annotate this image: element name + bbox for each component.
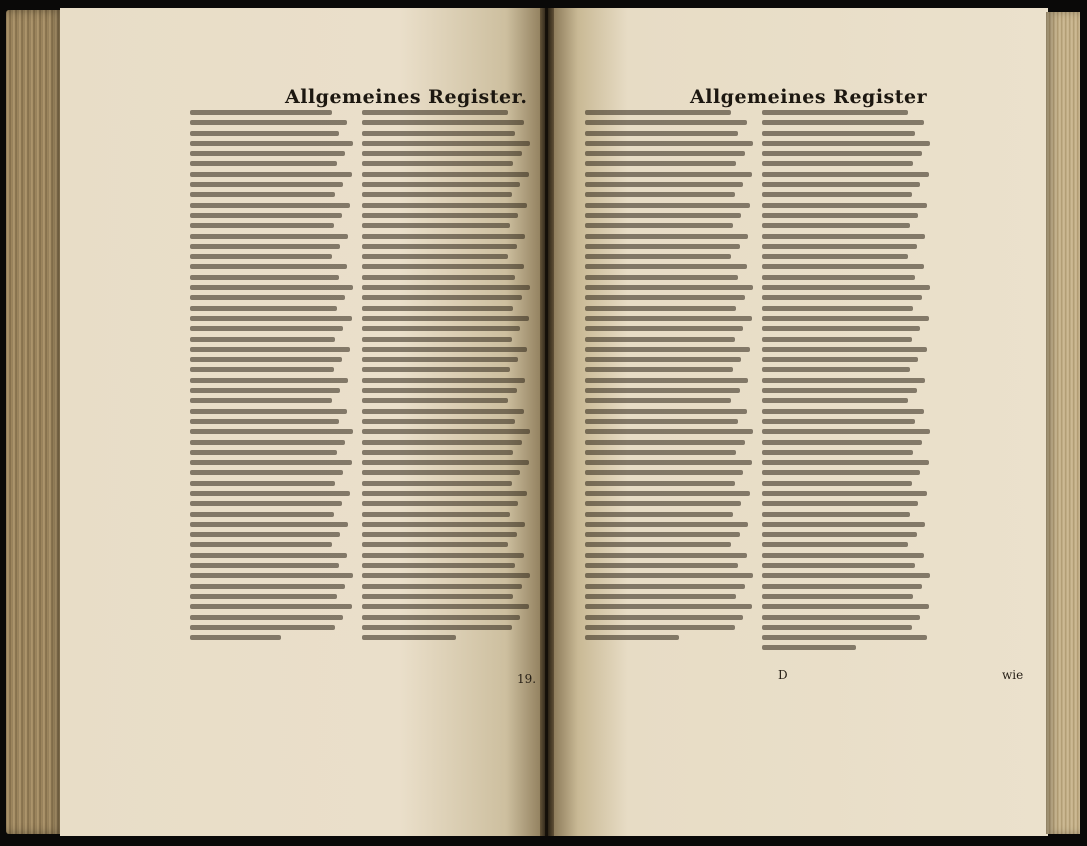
text-line — [190, 429, 353, 434]
text-line — [762, 470, 920, 475]
text-line — [362, 584, 522, 589]
text-line — [190, 594, 337, 599]
text-line — [585, 367, 733, 372]
text-line — [762, 182, 920, 187]
text-line — [190, 295, 345, 300]
text-line — [762, 419, 915, 424]
text-line — [585, 254, 731, 259]
text-line — [762, 347, 927, 352]
text-line — [762, 275, 915, 280]
text-line — [362, 367, 510, 372]
text-line — [190, 542, 332, 547]
text-line — [762, 161, 913, 166]
text-line — [585, 213, 741, 218]
text-line — [190, 347, 350, 352]
text-line — [585, 398, 731, 403]
text-line — [190, 110, 332, 115]
catchword-end: wie — [1002, 668, 1024, 682]
text-line — [762, 326, 920, 331]
text-line — [190, 532, 340, 537]
text-line — [585, 450, 736, 455]
text-line — [762, 151, 922, 156]
text-line — [585, 522, 748, 527]
text-line — [585, 110, 731, 115]
text-line — [585, 275, 738, 280]
text-line — [585, 501, 741, 506]
text-line — [190, 398, 332, 403]
text-line — [762, 553, 924, 558]
text-line — [190, 326, 343, 331]
text-line — [762, 501, 918, 506]
text-line — [362, 594, 513, 599]
text-line — [762, 604, 929, 609]
text-line — [762, 429, 930, 434]
book-gutter — [540, 8, 554, 836]
text-line — [762, 110, 908, 115]
text-line — [362, 563, 515, 568]
text-line — [585, 192, 735, 197]
text-line — [762, 625, 912, 630]
text-line — [585, 563, 738, 568]
text-line — [190, 491, 350, 496]
text-line — [190, 141, 353, 146]
text-line — [585, 203, 750, 208]
text-line — [585, 512, 733, 517]
text-line — [762, 512, 910, 517]
text-line — [762, 357, 918, 362]
text-line — [190, 470, 343, 475]
text-line — [190, 213, 342, 218]
text-line — [362, 429, 530, 434]
text-line — [585, 223, 733, 228]
text-line — [762, 337, 912, 342]
text-line — [362, 120, 524, 125]
text-line — [190, 357, 342, 362]
text-line — [585, 326, 743, 331]
text-line — [190, 388, 340, 393]
text-line — [362, 604, 529, 609]
text-line — [585, 615, 743, 620]
text-line — [362, 398, 508, 403]
text-line — [190, 419, 339, 424]
text-line — [190, 615, 343, 620]
text-line — [362, 573, 530, 578]
text-line — [362, 151, 522, 156]
text-line — [762, 367, 910, 372]
text-line — [585, 347, 750, 352]
text-line — [585, 285, 753, 290]
text-line — [585, 532, 740, 537]
text-line — [362, 223, 510, 228]
text-line — [190, 182, 343, 187]
text-line — [762, 244, 917, 249]
text-line — [362, 234, 525, 239]
text-line — [190, 378, 348, 383]
text-line — [762, 584, 922, 589]
text-line — [762, 440, 922, 445]
left-page-column-2 — [362, 110, 532, 640]
text-line — [190, 203, 350, 208]
text-line — [362, 522, 525, 527]
text-line — [362, 501, 518, 506]
text-line — [190, 316, 352, 321]
text-line — [362, 182, 520, 187]
text-line — [585, 264, 747, 269]
text-line — [762, 254, 908, 259]
text-line — [585, 182, 743, 187]
text-line — [362, 378, 525, 383]
text-line — [362, 295, 522, 300]
text-line — [190, 367, 334, 372]
text-line — [190, 625, 335, 630]
text-line — [362, 110, 508, 115]
text-line — [362, 388, 517, 393]
text-line — [585, 440, 745, 445]
text-line — [362, 244, 517, 249]
text-line — [585, 542, 731, 547]
text-line — [762, 141, 930, 146]
text-line — [362, 512, 510, 517]
text-line — [362, 192, 512, 197]
text-line — [585, 141, 753, 146]
text-line — [585, 337, 735, 342]
right-page-column-2 — [762, 110, 932, 650]
text-line — [362, 409, 524, 414]
text-line — [585, 460, 752, 465]
text-line — [190, 120, 347, 125]
text-line — [762, 192, 912, 197]
text-line — [362, 470, 520, 475]
text-line — [762, 532, 917, 537]
text-line — [362, 337, 512, 342]
text-line — [762, 234, 925, 239]
text-line — [362, 450, 513, 455]
text-line — [585, 244, 740, 249]
text-line — [190, 512, 334, 517]
text-line — [190, 522, 348, 527]
text-line — [585, 409, 747, 414]
text-line — [762, 316, 929, 321]
text-line — [190, 254, 332, 259]
text-line — [362, 625, 512, 630]
left-page-heading: Allgemeines Register. — [285, 86, 528, 108]
text-line — [585, 553, 747, 558]
text-line — [762, 615, 920, 620]
text-line — [585, 161, 736, 166]
left-page-column-1 — [190, 110, 355, 640]
text-line — [762, 491, 927, 496]
text-line — [585, 316, 752, 321]
text-line — [762, 594, 913, 599]
text-line — [190, 244, 340, 249]
text-line — [190, 409, 347, 414]
text-line — [190, 450, 337, 455]
text-line — [190, 563, 339, 568]
text-line — [190, 337, 335, 342]
text-line — [362, 347, 527, 352]
text-line — [362, 131, 515, 136]
right-page-column-1 — [585, 110, 755, 640]
text-line — [190, 161, 337, 166]
text-line — [762, 295, 922, 300]
text-line — [762, 635, 927, 640]
text-line — [762, 481, 912, 486]
text-line — [585, 120, 747, 125]
text-line — [190, 131, 339, 136]
text-line — [190, 264, 347, 269]
text-line — [362, 542, 508, 547]
text-line — [362, 635, 456, 640]
text-line — [362, 460, 529, 465]
text-line — [362, 481, 512, 486]
text-line — [362, 275, 515, 280]
text-line — [762, 131, 915, 136]
catchword: D — [778, 668, 788, 682]
text-line — [585, 491, 750, 496]
text-line — [585, 604, 752, 609]
text-line — [190, 285, 353, 290]
text-line — [585, 172, 752, 177]
page-number: 19. — [517, 672, 537, 686]
text-line — [190, 151, 345, 156]
text-line — [585, 295, 745, 300]
text-line — [762, 223, 910, 228]
text-line — [762, 388, 917, 393]
text-line — [190, 481, 335, 486]
text-line — [585, 234, 748, 239]
text-line — [585, 470, 743, 475]
text-line — [190, 275, 339, 280]
text-line — [190, 460, 352, 465]
text-line — [362, 264, 524, 269]
text-line — [762, 450, 913, 455]
text-line — [362, 306, 513, 311]
text-line — [762, 409, 924, 414]
text-line — [362, 491, 527, 496]
text-line — [190, 573, 353, 578]
text-line — [585, 584, 745, 589]
text-line — [762, 203, 927, 208]
text-line — [585, 378, 748, 383]
text-line — [762, 460, 929, 465]
text-line — [585, 625, 735, 630]
text-line — [762, 563, 915, 568]
text-line — [762, 542, 908, 547]
text-line — [762, 522, 925, 527]
text-line — [362, 213, 518, 218]
text-line — [762, 378, 925, 383]
text-line — [190, 584, 345, 589]
text-line — [190, 501, 342, 506]
text-line — [362, 615, 520, 620]
text-line — [362, 357, 518, 362]
text-line — [585, 306, 736, 311]
text-line — [362, 254, 508, 259]
text-line — [362, 326, 520, 331]
text-line — [190, 604, 352, 609]
text-line — [762, 285, 930, 290]
right-page-heading: Allgemeines Register — [690, 86, 928, 108]
text-line — [762, 213, 918, 218]
text-line — [585, 357, 741, 362]
text-line — [362, 161, 513, 166]
text-line — [585, 429, 753, 434]
text-line — [362, 203, 527, 208]
text-line — [585, 419, 738, 424]
text-line — [585, 388, 740, 393]
text-line — [585, 573, 753, 578]
text-line — [190, 635, 281, 640]
text-line — [762, 120, 924, 125]
text-line — [585, 481, 735, 486]
text-line — [362, 172, 529, 177]
text-line — [190, 223, 334, 228]
text-line — [762, 398, 908, 403]
text-line — [362, 553, 524, 558]
left-page-edges — [6, 10, 64, 834]
text-line — [362, 316, 529, 321]
text-line — [585, 594, 736, 599]
text-line — [190, 192, 335, 197]
text-line — [190, 172, 352, 177]
text-line — [762, 172, 929, 177]
text-line — [362, 532, 517, 537]
text-line — [585, 151, 745, 156]
text-line — [362, 419, 515, 424]
text-line — [190, 440, 345, 445]
text-line — [362, 285, 530, 290]
text-line — [762, 645, 856, 650]
text-line — [190, 553, 347, 558]
text-line — [762, 264, 924, 269]
text-line — [190, 234, 348, 239]
text-line — [762, 573, 930, 578]
text-line — [762, 306, 913, 311]
text-line — [190, 306, 337, 311]
text-line — [585, 635, 679, 640]
text-line — [362, 141, 530, 146]
text-line — [585, 131, 738, 136]
right-page-edges — [1046, 12, 1080, 834]
text-line — [362, 440, 522, 445]
